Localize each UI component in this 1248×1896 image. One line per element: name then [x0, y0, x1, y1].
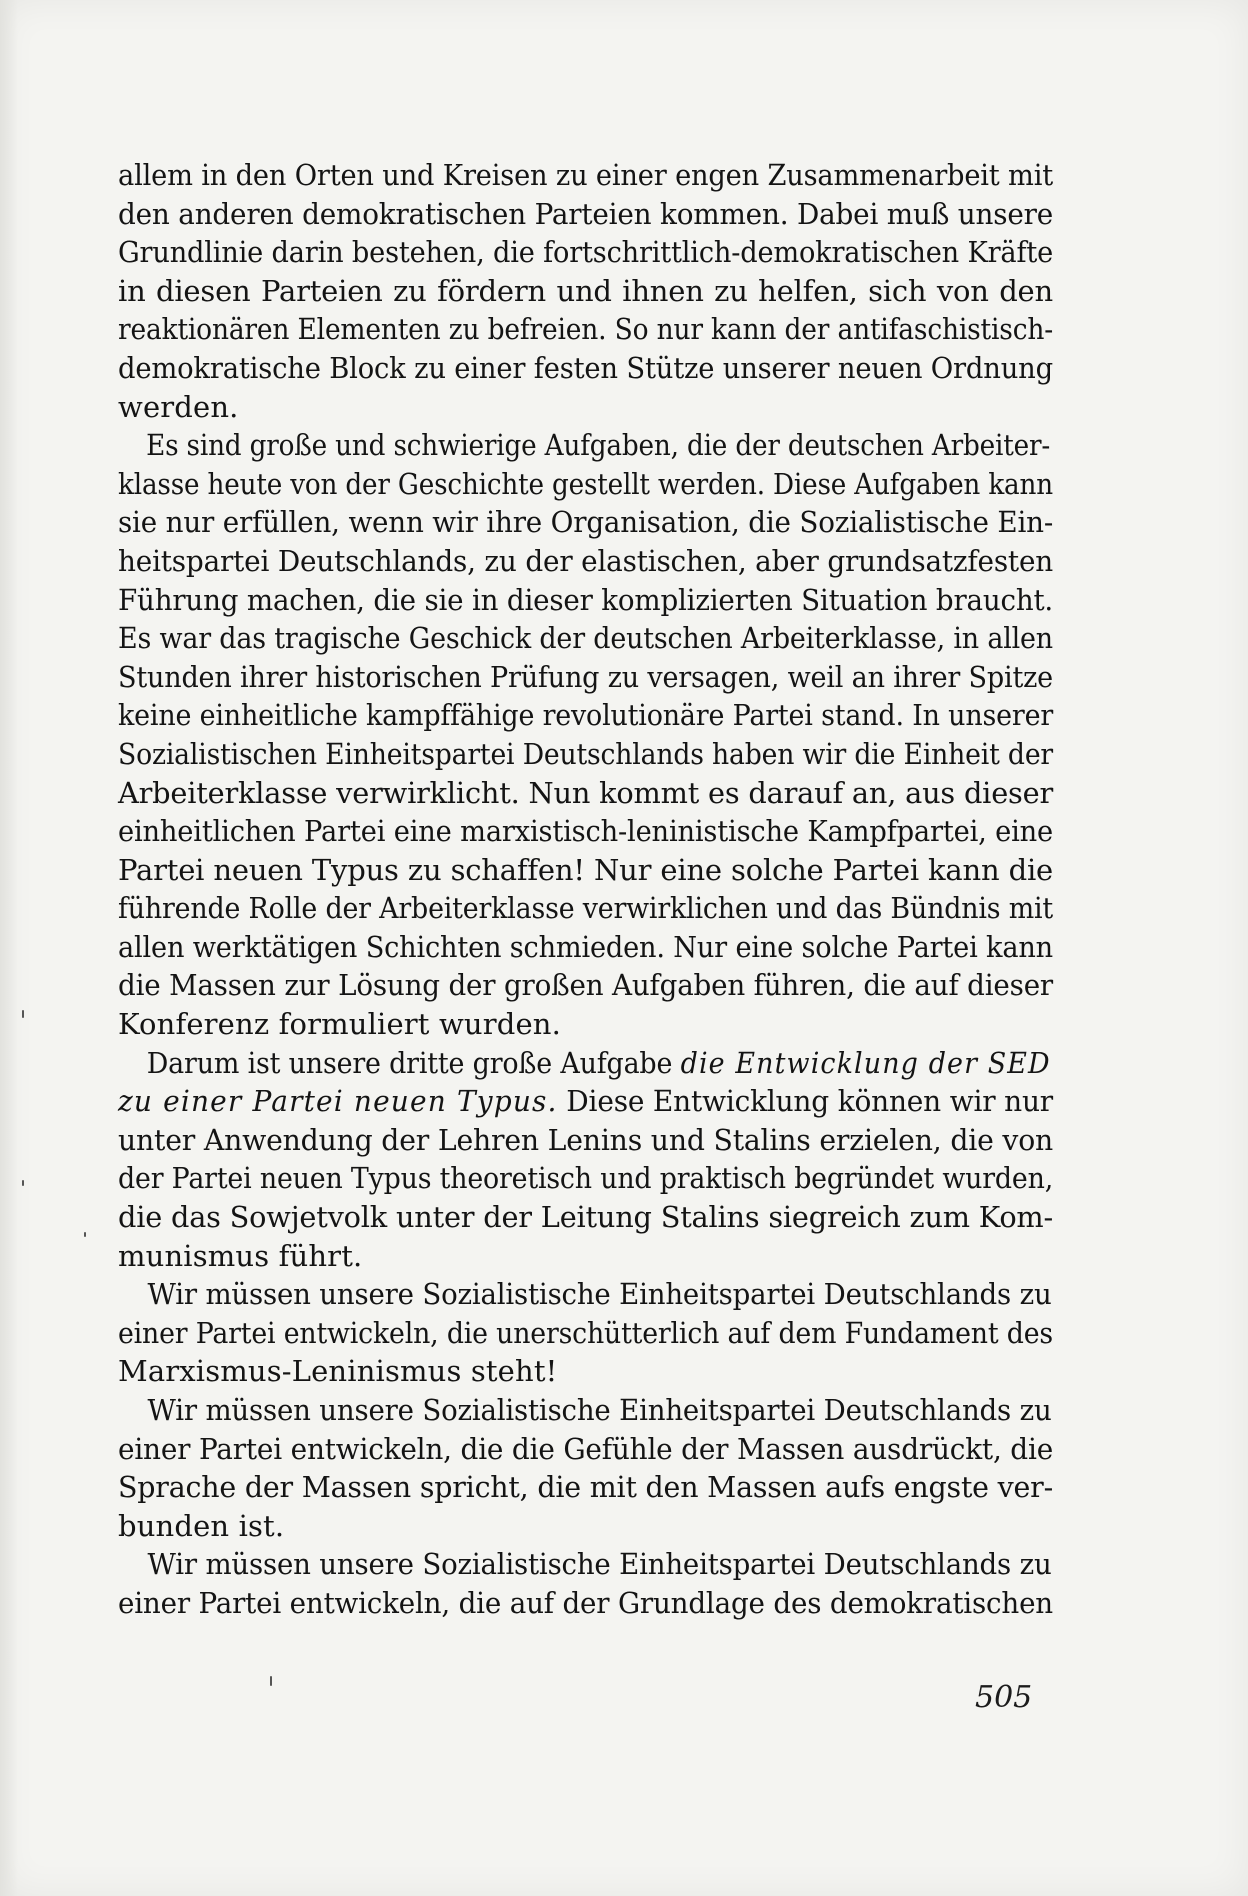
- text-line: Sprache der Massen spricht, die mit den Massen aufs engste ver-: [118, 1470, 1054, 1505]
- text-line: heitspartei Deutschlands, zu der elastischen, aber grundsatzfesten: [118, 543, 1054, 578]
- text-line: Marxismus-Leninismus steht!: [118, 1354, 558, 1389]
- scan-speck: [22, 1180, 24, 1186]
- text-line: einheitlichen Partei eine marxistisch-leninistische Kampfpartei, eine: [118, 814, 1053, 849]
- text-line: den anderen demokratischen Parteien kommen. Dabei muß unsere: [118, 196, 1054, 231]
- body-text: [118, 156, 1053, 1623]
- text-line: [118, 1082, 1053, 1121]
- text-line: die das Sowjetvolk unter der Leitung Stalins siegreich zum Kom-: [118, 1200, 1054, 1235]
- text-line: allem in den Orten und Kreisen zu einer engen Zusammenarbeit mit: [118, 158, 1054, 192]
- scan-speck: [84, 1232, 86, 1237]
- paragraph: [118, 1391, 1053, 1545]
- text-line: Es sind große und schwierige Aufgaben, die der deutschen Arbeiter-: [146, 428, 1051, 463]
- text-line: allen werktätigen Schichten schmieden. Nur eine solche Partei kann: [118, 929, 1053, 964]
- text-line: einer Partei entwickeln, die die Gefühle der Massen ausdrückt, die: [118, 1431, 1054, 1466]
- text-line: Konferenz formuliert wurden.: [118, 1007, 561, 1042]
- text-line: Wir müssen unsere Sozialistische Einheitspartei Deutschlands zu: [147, 1277, 1052, 1312]
- text-run: Darum ist unsere dritte große Aufgabe: [146, 1045, 681, 1080]
- paragraph: [118, 156, 1053, 426]
- scan-speck: [270, 1676, 272, 1686]
- emphasis-text: zu einer Partei neuen Typus.: [118, 1084, 558, 1119]
- paragraph: [118, 426, 1053, 1044]
- text-line: Wir müssen unsere Sozialistische Einheitspartei Deutschlands zu: [147, 1547, 1052, 1582]
- paragraph: [118, 1044, 1053, 1276]
- scan-speck: [22, 1010, 24, 1018]
- text-line: Arbeiterklasse verwirklicht. Nun kommt es darauf an, aus dieser: [118, 775, 1054, 810]
- text-line: in diesen Parteien zu fördern und ihnen zu helfen, sich von den: [118, 273, 1053, 308]
- page-number: 505: [975, 1680, 1033, 1715]
- text-line: sie nur erfüllen, wenn wir ihre Organisation, die Sozialistische Ein-: [118, 505, 1054, 540]
- scan-edge-shadow: [0, 0, 18, 1896]
- text-line: bunden ist.: [118, 1508, 285, 1543]
- text-line: einer Partei entwickeln, die unerschütterlich auf dem Fundament des: [118, 1315, 1053, 1350]
- text-line: einer Partei entwickeln, die auf der Grundlage des demokratischen: [118, 1585, 1053, 1620]
- text-line: reaktionären Elementen zu befreien. So nur kann der antifaschistisch-: [118, 312, 1053, 347]
- text-line: Es war das tragische Geschick der deutschen Arbeiterklasse, in allen: [118, 621, 1053, 656]
- text-line: [118, 1044, 1051, 1083]
- text-line: die Massen zur Lösung der großen Aufgaben führen, die auf dieser: [118, 968, 1054, 1003]
- text-line: demokratische Block zu einer festen Stütze unserer neuen Ordnung: [118, 350, 1053, 385]
- text-line: werden.: [118, 389, 239, 424]
- text-line: unter Anwendung der Lehren Lenins und Stalins erzielen, die von: [118, 1122, 1054, 1157]
- text-line: munismus führt.: [118, 1238, 363, 1273]
- text-line: keine einheitliche kampffähige revolutionäre Partei stand. In unserer: [118, 698, 1054, 733]
- text-line: führende Rolle der Arbeiterklasse verwirklichen und das Bündnis mit: [118, 891, 1054, 926]
- text-line: Stunden ihrer historischen Prüfung zu versagen, weil an ihrer Spitze: [118, 659, 1053, 694]
- paragraph: [118, 1275, 1053, 1391]
- text-line: Partei neuen Typus zu schaffen! Nur eine solche Partei kann die: [118, 852, 1053, 887]
- text-line: Grundlinie darin bestehen, die fortschrittlich-demokratischen Kräfte: [118, 235, 1054, 270]
- text-line: Sozialistischen Einheitspartei Deutschlands haben wir die Einheit der: [118, 736, 1054, 771]
- emphasis-text: die Entwicklung der SED: [680, 1045, 1051, 1080]
- text-line: klasse heute von der Geschichte gestellt werden. Diese Aufgaben kann: [118, 466, 1053, 501]
- text-run: Diese Entwicklung können wir nur: [557, 1084, 1053, 1119]
- text-line: Wir müssen unsere Sozialistische Einheitspartei Deutschlands zu: [147, 1393, 1052, 1427]
- text-line: Führung machen, die sie in dieser komplizierten Situation braucht.: [118, 582, 1054, 617]
- text-line: der Partei neuen Typus theoretisch und praktisch begründet wurden,: [118, 1161, 1054, 1196]
- paragraph: [118, 1545, 1053, 1622]
